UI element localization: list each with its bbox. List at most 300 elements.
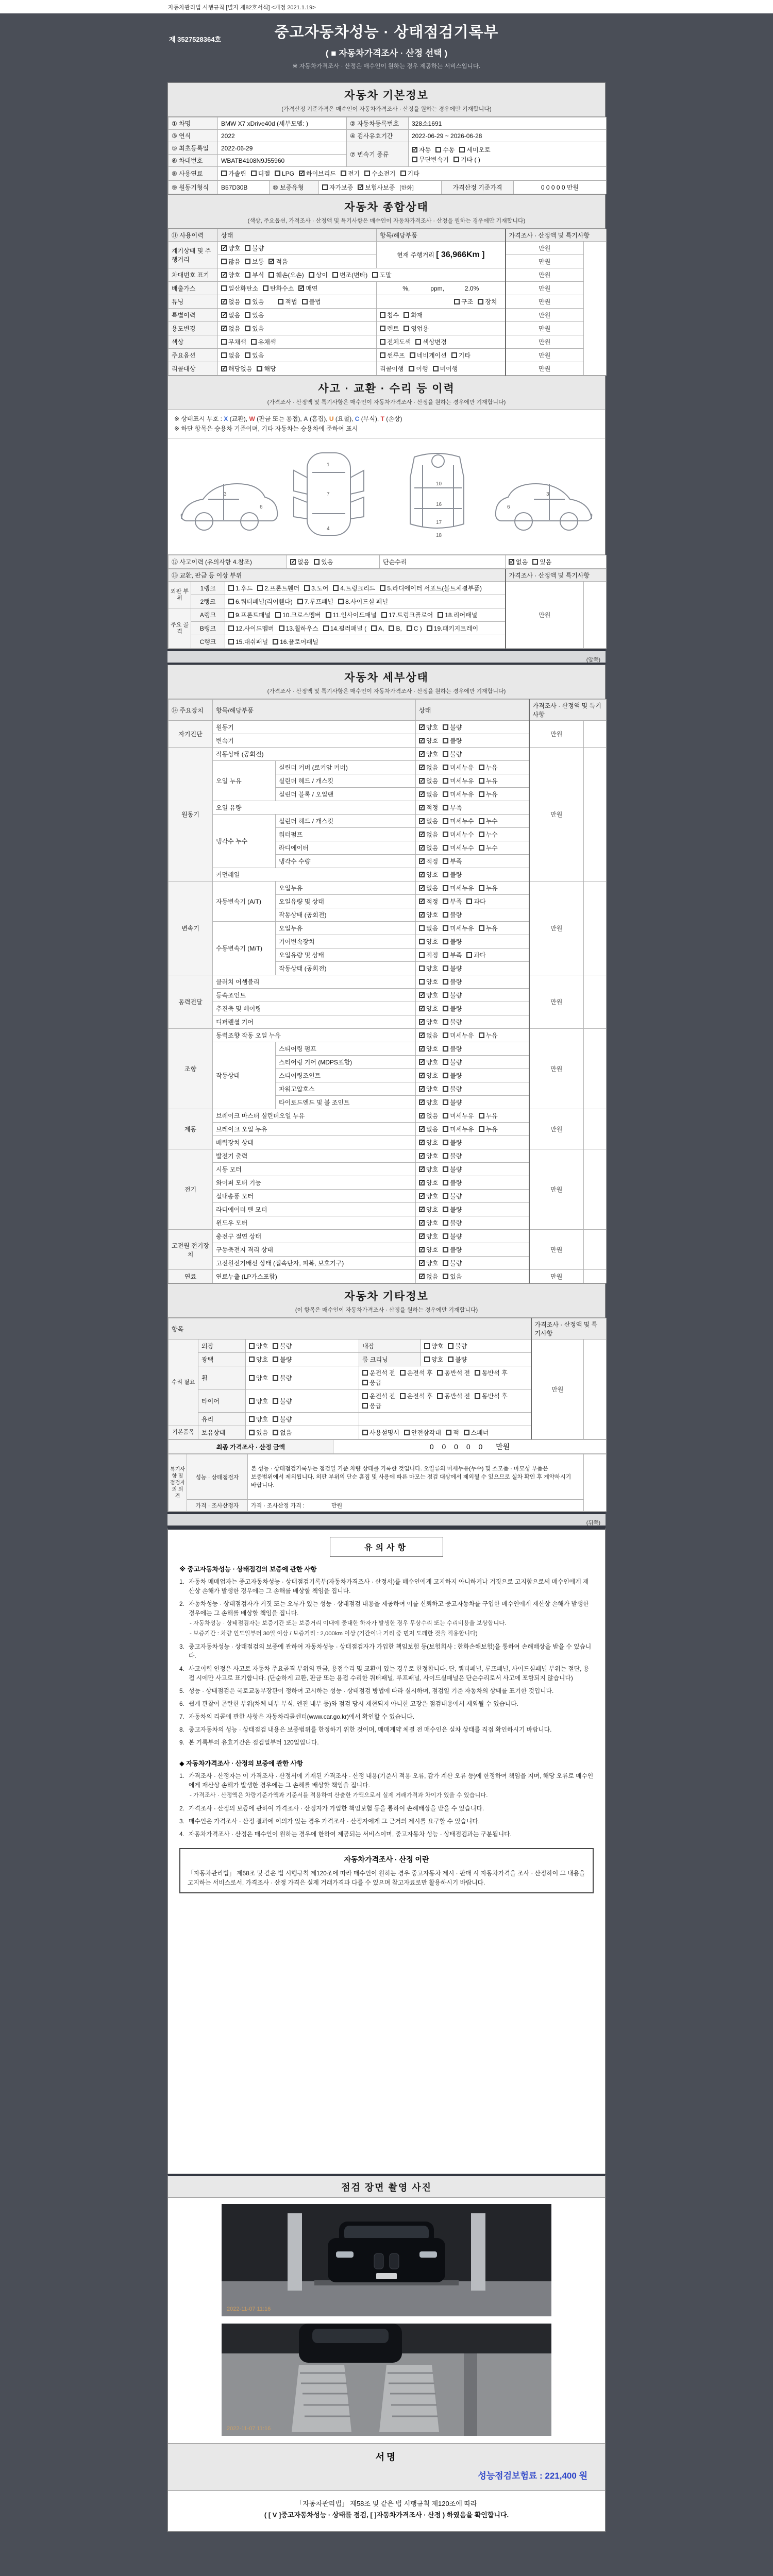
- checkbox-option[interactable]: [245, 351, 264, 360]
- checkbox-option[interactable]: [443, 1044, 462, 1053]
- checkbox-option[interactable]: [268, 257, 288, 266]
- checkbox-option[interactable]: [304, 584, 328, 592]
- checkbox-option[interactable]: [446, 1428, 459, 1437]
- checkbox-option[interactable]: [268, 270, 304, 279]
- table-header-row: [169, 1318, 607, 1340]
- odometer-state-options: [218, 242, 377, 255]
- tire-position-options: [359, 1389, 531, 1413]
- item-label: 브레이크 마스터 실린더오일 누유: [213, 1109, 416, 1123]
- checkbox-option[interactable]: [427, 624, 478, 633]
- checkbox-label: 9.프론트패널: [236, 612, 271, 619]
- checkbox-option[interactable]: [443, 763, 474, 772]
- checkbox-option[interactable]: [419, 1151, 438, 1160]
- checkbox-label: 동반석 전: [444, 1393, 470, 1400]
- checkbox-option[interactable]: [249, 1415, 268, 1423]
- checkbox-option[interactable]: [419, 870, 438, 879]
- checkbox-option[interactable]: [419, 1259, 438, 1267]
- checkbox-option[interactable]: [326, 611, 377, 619]
- checkbox-option[interactable]: [443, 1084, 462, 1093]
- checkbox-option[interactable]: [419, 763, 438, 772]
- checkbox-option[interactable]: [419, 924, 438, 933]
- price-cell: 만원: [506, 255, 584, 268]
- checkbox-label: 7.루프패널: [304, 598, 334, 605]
- price-cell: 만원: [529, 721, 584, 748]
- checkbox-option[interactable]: [419, 991, 438, 999]
- checkbox-option[interactable]: [443, 937, 462, 946]
- checkbox-option[interactable]: [404, 1428, 441, 1437]
- checkbox-option[interactable]: [443, 790, 474, 799]
- svg-text:3: 3: [546, 492, 549, 497]
- checkbox-option[interactable]: [409, 364, 428, 373]
- checkbox-option[interactable]: [419, 964, 438, 973]
- checkbox-icon: [419, 1166, 425, 1172]
- checkbox-icon: [443, 1006, 448, 1011]
- checkbox-option[interactable]: [443, 977, 462, 986]
- checkbox-option[interactable]: [362, 1401, 381, 1410]
- checkbox-option[interactable]: [245, 244, 264, 252]
- checkbox-option[interactable]: [381, 611, 433, 619]
- checkbox-option[interactable]: [438, 611, 477, 619]
- checkbox-option[interactable]: [380, 324, 399, 333]
- checkbox-label: 없음: [516, 558, 528, 566]
- checkbox-option[interactable]: [419, 1111, 438, 1120]
- checkbox-option[interactable]: [249, 1397, 268, 1405]
- checkbox-icon: [443, 738, 448, 743]
- checkbox-option[interactable]: [332, 270, 367, 279]
- checkbox-option[interactable]: [279, 624, 318, 633]
- checkbox-option[interactable]: [532, 557, 551, 566]
- checkbox-option[interactable]: [443, 991, 462, 999]
- checkbox-option[interactable]: [404, 311, 423, 319]
- checkbox-option[interactable]: [228, 597, 293, 606]
- signature-title: 서명: [375, 2452, 398, 2462]
- checkbox-option[interactable]: [419, 910, 438, 919]
- checkbox-option[interactable]: [358, 183, 395, 192]
- checkbox-option[interactable]: [299, 169, 336, 178]
- group-label: 원동기: [169, 748, 213, 882]
- checkbox-option[interactable]: [221, 270, 240, 279]
- table-row: [169, 1149, 607, 1163]
- item-label: 오일유량 및 상태: [276, 895, 416, 908]
- checkbox-option[interactable]: [479, 830, 498, 839]
- checkbox-option[interactable]: [322, 183, 353, 192]
- checkbox-option[interactable]: [362, 1368, 395, 1377]
- checkbox-option[interactable]: [273, 637, 318, 646]
- checkbox-option[interactable]: [221, 284, 258, 293]
- checkbox-label: 불량: [252, 245, 264, 252]
- checkbox-option[interactable]: [443, 817, 474, 825]
- checkbox-option[interactable]: [443, 1259, 462, 1267]
- checkbox-option[interactable]: [419, 803, 438, 812]
- checkbox-option[interactable]: [424, 1342, 443, 1350]
- sub-label: 오일 누유: [213, 761, 276, 801]
- checkbox-option[interactable]: [419, 1004, 438, 1013]
- checkbox-option[interactable]: [290, 557, 309, 566]
- state-options: [416, 1203, 529, 1216]
- checkbox-option[interactable]: [419, 1165, 438, 1174]
- checkbox-option[interactable]: [362, 1392, 395, 1400]
- checkbox-option[interactable]: [443, 776, 474, 785]
- column-header: 가격조사 · 산정액 및 특기사항: [506, 229, 607, 242]
- checkbox-option[interactable]: [419, 1071, 438, 1080]
- checkbox-option[interactable]: [278, 297, 297, 306]
- table-row: [169, 975, 607, 989]
- checkbox-option[interactable]: [419, 977, 438, 986]
- checkbox-option[interactable]: [275, 170, 294, 177]
- price-cell: 만원: [506, 295, 584, 309]
- checkbox-option[interactable]: [400, 169, 419, 178]
- checkbox-label: 양호: [426, 1099, 439, 1106]
- checkbox-option[interactable]: [245, 257, 264, 266]
- checkbox-label: 동반석 후: [482, 1369, 508, 1377]
- state-options: [416, 975, 529, 989]
- checkbox-option[interactable]: [443, 830, 474, 839]
- checkbox-option[interactable]: [466, 951, 485, 959]
- checkbox-option[interactable]: [419, 1084, 438, 1093]
- checkbox-option[interactable]: [479, 1111, 498, 1120]
- checkbox-option[interactable]: [443, 910, 462, 919]
- checkbox-option[interactable]: [302, 297, 321, 306]
- checkbox-option[interactable]: [435, 145, 455, 154]
- checkbox-option[interactable]: [443, 897, 462, 906]
- checkbox-option[interactable]: [249, 1374, 268, 1382]
- checkbox-option[interactable]: [443, 951, 462, 959]
- checkbox-option[interactable]: [479, 817, 498, 825]
- price-appraisal-info-box: [179, 1848, 594, 1893]
- checkbox-option[interactable]: [273, 1355, 292, 1364]
- checkbox-option[interactable]: [443, 1205, 462, 1214]
- polish-options: [246, 1353, 359, 1366]
- row-label: 특별이력: [169, 309, 218, 322]
- checkbox-label: 누수: [485, 818, 498, 825]
- checkbox-option[interactable]: [380, 584, 482, 592]
- checkbox-option[interactable]: [443, 1218, 462, 1227]
- checkbox-label: 불량: [450, 1260, 462, 1267]
- checkbox-option[interactable]: [221, 169, 246, 178]
- first-registration-value: 2022-06-29: [218, 142, 347, 155]
- checkbox-label: 영업용: [411, 325, 429, 332]
- checkbox-option[interactable]: [415, 337, 446, 346]
- checkbox-option[interactable]: [479, 790, 498, 799]
- model-year-value: 2022: [218, 130, 347, 142]
- checkbox-option[interactable]: [479, 843, 498, 852]
- checkbox-option[interactable]: [443, 1165, 462, 1174]
- checkbox-icon: [257, 585, 263, 591]
- checkbox-label: 10.크로스멤버: [282, 612, 321, 619]
- checkbox-option[interactable]: [419, 1178, 438, 1187]
- checkbox-option[interactable]: [451, 351, 470, 360]
- checkbox-option[interactable]: [443, 857, 462, 866]
- checkbox-option[interactable]: [443, 884, 474, 892]
- checkbox-option[interactable]: [443, 750, 462, 758]
- checkbox-label: 렌트: [387, 325, 399, 332]
- checkbox-label: 1.후드: [236, 585, 253, 592]
- checkbox-option[interactable]: [362, 1378, 381, 1387]
- checkbox-option[interactable]: [443, 1111, 474, 1120]
- checkbox-option[interactable]: [245, 297, 264, 306]
- checkbox-option[interactable]: [221, 311, 240, 319]
- checkbox-option[interactable]: [443, 723, 462, 732]
- checkbox-option[interactable]: [448, 1355, 467, 1364]
- checkbox-option[interactable]: [443, 1098, 462, 1107]
- accident-history-label: ⑫ 사고이력 (유의사항 4.참조): [169, 555, 287, 569]
- checkbox-icon: [221, 285, 227, 291]
- checkbox-option[interactable]: [479, 763, 498, 772]
- checkbox-label: 양호: [426, 1219, 439, 1227]
- checkbox-option[interactable]: [443, 1178, 462, 1187]
- checkbox-option[interactable]: [419, 1098, 438, 1107]
- checkbox-label: 수동: [443, 146, 455, 154]
- price-cell: 만원: [529, 1230, 584, 1270]
- checkbox-option[interactable]: [419, 1138, 438, 1147]
- checkbox-option[interactable]: [454, 297, 473, 306]
- checkbox-label: 있음: [252, 325, 264, 332]
- checkbox-option[interactable]: [228, 584, 253, 592]
- checkbox-option[interactable]: [443, 843, 474, 852]
- checkbox-label: 불량: [280, 1374, 292, 1382]
- checkbox-option[interactable]: [443, 1125, 474, 1133]
- checkbox-icon: [279, 625, 284, 631]
- checkbox-option[interactable]: [419, 723, 438, 732]
- checkbox-option[interactable]: [478, 297, 497, 306]
- checkbox-option[interactable]: [380, 311, 399, 319]
- checkbox-option[interactable]: [257, 584, 299, 592]
- checkbox-option[interactable]: [466, 897, 485, 906]
- checkbox-option[interactable]: [221, 351, 240, 360]
- checkbox-option[interactable]: [419, 1192, 438, 1200]
- checkbox-option[interactable]: [389, 625, 401, 632]
- checkbox-option[interactable]: [298, 284, 317, 293]
- checkbox-option[interactable]: [410, 351, 447, 360]
- checkbox-option[interactable]: [419, 843, 438, 852]
- checkbox-option[interactable]: [443, 1272, 462, 1281]
- checkbox-option[interactable]: [341, 169, 360, 178]
- checkbox-option[interactable]: [221, 324, 240, 333]
- checkbox-option[interactable]: [419, 937, 438, 946]
- item-label: 클러치 어셈블리: [213, 975, 416, 989]
- checkbox-option[interactable]: [479, 1125, 498, 1133]
- checkbox-option[interactable]: [419, 1205, 438, 1214]
- checkbox-option[interactable]: [443, 1058, 462, 1066]
- checkbox-option[interactable]: [400, 1368, 433, 1377]
- inspection-period-value: 2022-06-29 ~ 2026-06-28: [409, 130, 607, 142]
- checkbox-option[interactable]: [424, 1355, 443, 1364]
- checkbox-option[interactable]: [509, 557, 528, 566]
- checkbox-label: 부족: [450, 898, 462, 905]
- checkbox-option[interactable]: [273, 1428, 292, 1437]
- state-code: A: [304, 415, 308, 422]
- checkbox-option[interactable]: [419, 884, 438, 892]
- other-info-table: [168, 1318, 607, 1439]
- checkbox-option[interactable]: [419, 817, 438, 825]
- checkbox-option[interactable]: [228, 624, 274, 633]
- section-overall-status: [167, 195, 606, 376]
- checkbox-option[interactable]: [249, 1355, 268, 1364]
- checkbox-option[interactable]: [412, 155, 449, 164]
- checkbox-option[interactable]: [453, 155, 480, 164]
- checkbox-option[interactable]: [437, 1392, 470, 1400]
- checkbox-label: 양호: [426, 1179, 439, 1187]
- row-label: 내장: [359, 1340, 421, 1353]
- checkbox-option[interactable]: [464, 1428, 489, 1437]
- checkbox-option[interactable]: [249, 1342, 268, 1350]
- checkbox-option[interactable]: [371, 625, 384, 632]
- checkbox-option[interactable]: [251, 169, 270, 178]
- checkbox-option[interactable]: [443, 803, 462, 812]
- checkbox-option[interactable]: [419, 1272, 438, 1281]
- checkbox-option[interactable]: [221, 364, 252, 373]
- checkbox-option[interactable]: [314, 557, 333, 566]
- checkbox-option[interactable]: [273, 1374, 292, 1382]
- checkbox-option[interactable]: [443, 924, 474, 933]
- checkbox-label: 불량: [450, 1193, 462, 1200]
- checkbox-option[interactable]: [419, 951, 438, 959]
- checkbox-option[interactable]: [479, 884, 498, 892]
- checkbox-option[interactable]: [443, 1018, 462, 1026]
- checkbox-option[interactable]: [419, 750, 438, 758]
- checkbox-option[interactable]: [273, 1397, 292, 1405]
- checkbox-option[interactable]: [245, 270, 264, 279]
- checkbox-option[interactable]: [419, 1232, 438, 1241]
- checkbox-icon: [419, 765, 425, 770]
- checkbox-label: 많음: [228, 258, 241, 265]
- checkbox-option[interactable]: [419, 1031, 438, 1040]
- checkbox-option[interactable]: [443, 1232, 462, 1241]
- checkbox-option[interactable]: [443, 736, 462, 745]
- notice-item: 2. 자동차성능 · 상태점검자가 거짓 또는 오류가 있는 성능 · 상태점검 내용을 제공하여 이를 신뢰하고 중고자동차를 구입한 매수인에게 재산상 손해가 발생한 경우에는 그 손해를 배상할 책임을 집니다.: [179, 1600, 589, 1617]
- checkbox-icon: [443, 1233, 448, 1239]
- checkbox-option[interactable]: [380, 337, 411, 346]
- checkbox-icon: [532, 559, 538, 565]
- checkbox-option[interactable]: [333, 584, 375, 592]
- checkbox-icon: [443, 1247, 448, 1252]
- checkbox-option[interactable]: [419, 790, 438, 799]
- checkbox-option[interactable]: [228, 611, 271, 619]
- rank-label: 2랭크: [191, 595, 225, 608]
- checkbox-option[interactable]: [412, 145, 431, 154]
- checkbox-option[interactable]: [419, 736, 438, 745]
- row-label: 휠: [198, 1366, 246, 1389]
- checkbox-option[interactable]: [221, 244, 240, 252]
- checkbox-option[interactable]: [251, 337, 276, 346]
- checkbox-option[interactable]: [419, 776, 438, 785]
- checkbox-option[interactable]: [380, 351, 405, 360]
- checkbox-option[interactable]: [419, 857, 438, 866]
- checkbox-option[interactable]: [433, 364, 458, 373]
- checkbox-option[interactable]: [419, 1218, 438, 1227]
- checkbox-option[interactable]: [419, 830, 438, 839]
- checkbox-icon: [419, 979, 425, 985]
- checkbox-option[interactable]: [309, 270, 328, 279]
- checkbox-option[interactable]: [419, 1044, 438, 1053]
- table-row: [169, 268, 607, 282]
- checkbox-icon: [400, 171, 406, 176]
- table-row: [169, 1340, 607, 1353]
- state-options: [416, 734, 529, 748]
- checkbox-option[interactable]: [275, 611, 321, 619]
- checkbox-option[interactable]: [443, 964, 462, 973]
- checkbox-option[interactable]: [448, 1342, 467, 1350]
- checkbox-option[interactable]: [419, 1058, 438, 1066]
- checkbox-option[interactable]: [245, 311, 264, 319]
- checkbox-icon: [407, 625, 412, 631]
- checkbox-option[interactable]: [419, 1245, 438, 1254]
- checkbox-option[interactable]: [273, 1415, 292, 1423]
- checkbox-option[interactable]: [407, 625, 422, 632]
- checkbox-option[interactable]: [221, 257, 240, 266]
- checkbox-option[interactable]: [362, 1428, 399, 1437]
- checkbox-option[interactable]: [257, 364, 276, 373]
- checkbox-option[interactable]: [263, 284, 294, 293]
- checkbox-option[interactable]: [479, 924, 498, 933]
- checkbox-option[interactable]: [404, 324, 429, 333]
- field-label: ② 자동차등록번호: [347, 117, 409, 130]
- checkbox-option[interactable]: [443, 1031, 474, 1040]
- checkbox-option[interactable]: [245, 324, 264, 333]
- checkbox-option[interactable]: [475, 1368, 508, 1377]
- inspector-label: 성능 · 상태점검자: [187, 1454, 248, 1500]
- checkbox-icon: [443, 1019, 448, 1025]
- checkbox-option[interactable]: [443, 870, 462, 879]
- checkbox-icon: [273, 1375, 278, 1381]
- checkbox-option[interactable]: [443, 1192, 462, 1200]
- checkbox-option[interactable]: [364, 169, 395, 178]
- checkbox-icon: [228, 612, 234, 618]
- checkbox-icon: [362, 1403, 368, 1409]
- checkbox-option[interactable]: [338, 597, 388, 606]
- price-appraisal-info-text: 「자동차관리법」 제58조 및 같은 법 시행규칙 제120조에 따라 매수인이 원하는 경우 중고자동차 제시 · 판매 시 자동차가격을 조사 · 산정하여 그 내용을 고지하는 서비스로서, 가격조사 · 산정 가격은 실제 거래가격과 다를 수 있으며 참고자료로만 활용하시기 바랍니다.: [188, 1870, 585, 1886]
- checkbox-option[interactable]: [443, 1138, 462, 1147]
- state-options: [416, 962, 529, 975]
- svg-text:18: 18: [436, 533, 442, 538]
- checkbox-option[interactable]: [443, 1245, 462, 1254]
- checkbox-option[interactable]: [419, 897, 438, 906]
- checkbox-option[interactable]: [479, 776, 498, 785]
- checkbox-option[interactable]: [297, 597, 333, 606]
- state-options: [416, 895, 529, 908]
- checkbox-icon: [400, 1370, 406, 1376]
- checkbox-option[interactable]: [419, 1125, 438, 1133]
- checkbox-icon: [419, 724, 425, 730]
- checkbox-option[interactable]: [221, 337, 246, 346]
- checkbox-option[interactable]: [228, 637, 268, 646]
- checkbox-label: 양호: [256, 1356, 268, 1363]
- checkbox-option[interactable]: [443, 1151, 462, 1160]
- checkbox-option[interactable]: [443, 1004, 462, 1013]
- checkbox-option[interactable]: [400, 1392, 433, 1400]
- state-options: [416, 801, 529, 815]
- checkbox-option[interactable]: [419, 1018, 438, 1026]
- photo-timestamp: 2022-11-07 11:16: [227, 2426, 271, 2432]
- checkbox-option[interactable]: [475, 1392, 508, 1400]
- checkbox-option[interactable]: [437, 1368, 470, 1377]
- checkbox-option[interactable]: [443, 1071, 462, 1080]
- checkbox-label: 양호: [426, 1193, 439, 1200]
- price-cell: 만원: [506, 362, 584, 376]
- checkbox-option[interactable]: [323, 624, 366, 633]
- checkbox-icon: [412, 147, 417, 152]
- checkbox-label: 잭: [452, 1429, 459, 1436]
- checkbox-option[interactable]: [372, 270, 391, 279]
- checkbox-option[interactable]: [221, 297, 240, 306]
- checkbox-icon: [251, 171, 257, 176]
- checkbox-option[interactable]: [479, 1031, 498, 1040]
- section-accident-history: [167, 376, 606, 649]
- table-row: [169, 282, 607, 295]
- checkbox-option[interactable]: [249, 1428, 268, 1437]
- checkbox-option[interactable]: [273, 1342, 292, 1350]
- checkbox-option[interactable]: [459, 145, 490, 154]
